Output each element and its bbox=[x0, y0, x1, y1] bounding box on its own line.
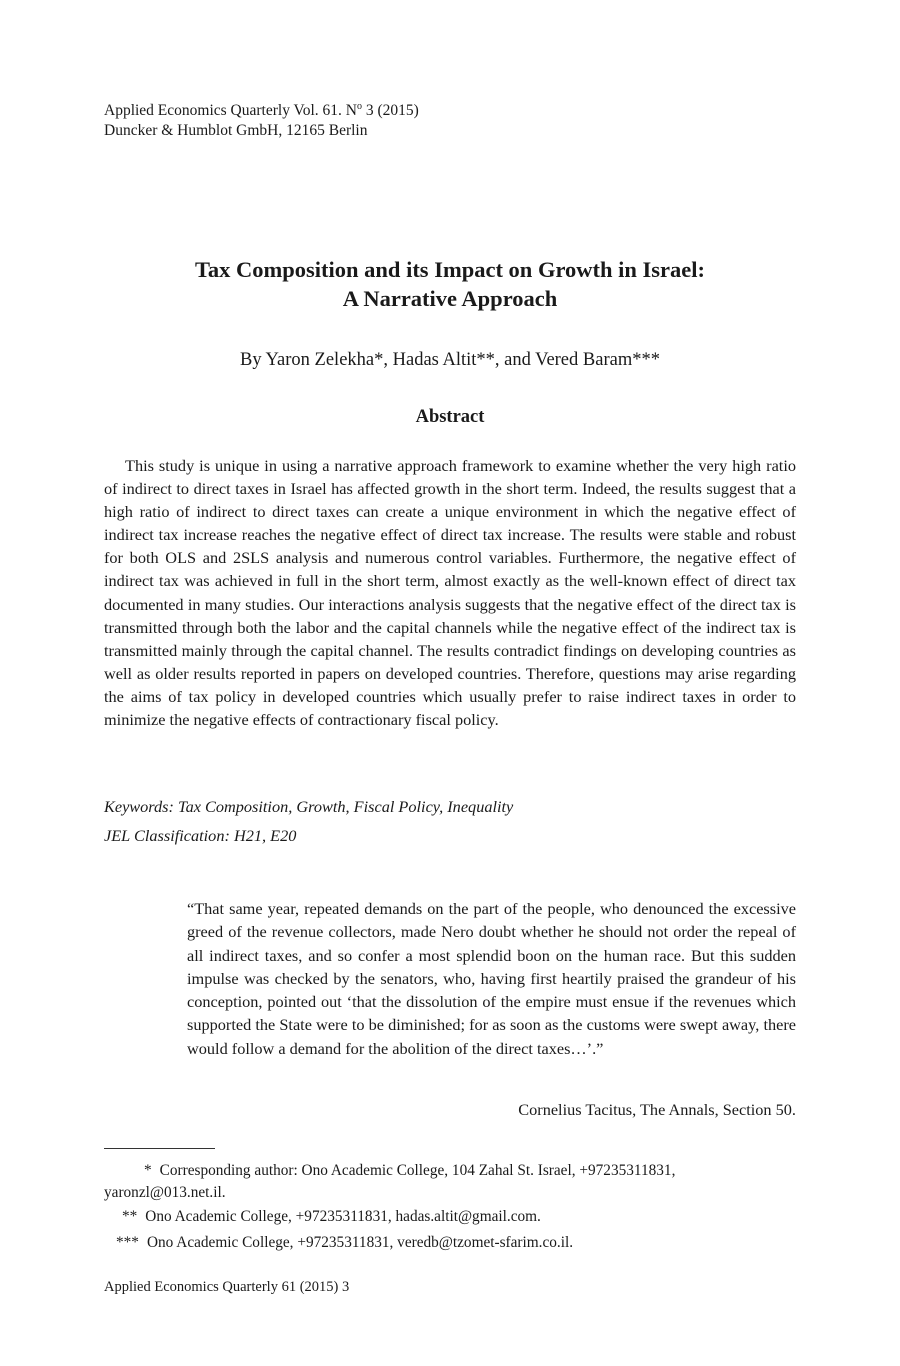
journal-line bbox=[104, 101, 419, 121]
journal-line-text: Applied Economics Quarterly Vol. 61. N bbox=[104, 102, 357, 119]
issue-superscript: o bbox=[357, 101, 362, 112]
keywords: Keywords: Tax Composition, Growth, Fiscal Policy, Inequality bbox=[104, 797, 514, 816]
abstract-text: This study is unique in using a narrative approach framework to examine whether the very high ratio of indirect to direct taxes in Israel has affected growth in the short term. Indeed, the results suggest that a high ratio of indirect to direct taxes can create a unique environment in which the negative effect of indirect tax increase reaches the negative effect of direct tax increase. The results were stable and robust for both OLS and 2SLS analysis and numerous control variables. Furthermore, the negative effect of indirect tax was achieved in full in the short term, almost exactly as the well-known effect of direct tax documented in many studies. Our interactions analysis suggests that the negative effect of the direct tax is transmitted through both the labor and the capital channels while the negative effect of the indirect tax is transmitted mainly through the capital channel. The results contradict findings on developing countries as well as older results reported in papers on developed countries. Therefore, questions may arise regarding the aims of tax policy in developed countries which usually prefer to raise indirect taxes in order to minimize the negative effects of contractionary fiscal policy. bbox=[104, 456, 796, 730]
epigraph-quote: “That same year, repeated demands on the part of the people, who denounced the excessive greed of the revenue collectors, made Nero doubt whether he should not order the repeal of all indirect taxes, and so confer a most splendid boon on the human race. But this sudden impulse was checked by the senators, who, having first heartily praised the grandeur of his conception, pointed out ‘that the dissolution of the empire must ensue if the revenues which supported the State were to be diminished; for as soon as the customs were swept away, there would follow a demand for the abolition of the direct taxes…’.” bbox=[187, 899, 796, 1058]
footnote-text: Ono Academic College, +97235311831, veredb@tzomet-sfarim.co.il. bbox=[146, 1234, 574, 1251]
footnote-marker: *** bbox=[116, 1234, 139, 1251]
footnote-text: Ono Academic College, +97235311831, hadas.altit@gmail.com. bbox=[145, 1208, 541, 1225]
footnote-marker: * bbox=[144, 1162, 152, 1179]
footnote-marker: ** bbox=[122, 1208, 138, 1225]
page-footer: Applied Economics Quarterly 61 (2015) 3 bbox=[104, 1279, 350, 1295]
abstract-heading: Abstract bbox=[415, 407, 485, 427]
publisher-line: Duncker & Humblot GmbH, 12165 Berlin bbox=[104, 122, 368, 139]
title-line-1: Tax Composition and its Impact on Growth in Israel: bbox=[194, 257, 706, 282]
running-head bbox=[104, 101, 419, 141]
author-line: By Yaron Zelekha*, Hadas Altit**, and Vered Baram*** bbox=[240, 350, 660, 370]
footnote-2 bbox=[104, 1206, 796, 1228]
issue-rest: 3 (2015) bbox=[362, 102, 419, 119]
title-line-2: A Narrative Approach bbox=[342, 286, 558, 311]
paper-title bbox=[104, 255, 796, 313]
jel-classification: JEL Classification: H21, E20 bbox=[104, 826, 297, 845]
footnote-text: Corresponding author: Ono Academic College, 104 Zahal St. Israel, +97235311831, yaronzl@013.net.il. bbox=[104, 1162, 676, 1201]
footnote-1 bbox=[104, 1160, 796, 1203]
footnote-3 bbox=[104, 1232, 796, 1254]
epigraph-source: Cornelius Tacitus, The Annals, Section 50. bbox=[518, 1100, 796, 1119]
footnote-divider bbox=[104, 1148, 215, 1149]
